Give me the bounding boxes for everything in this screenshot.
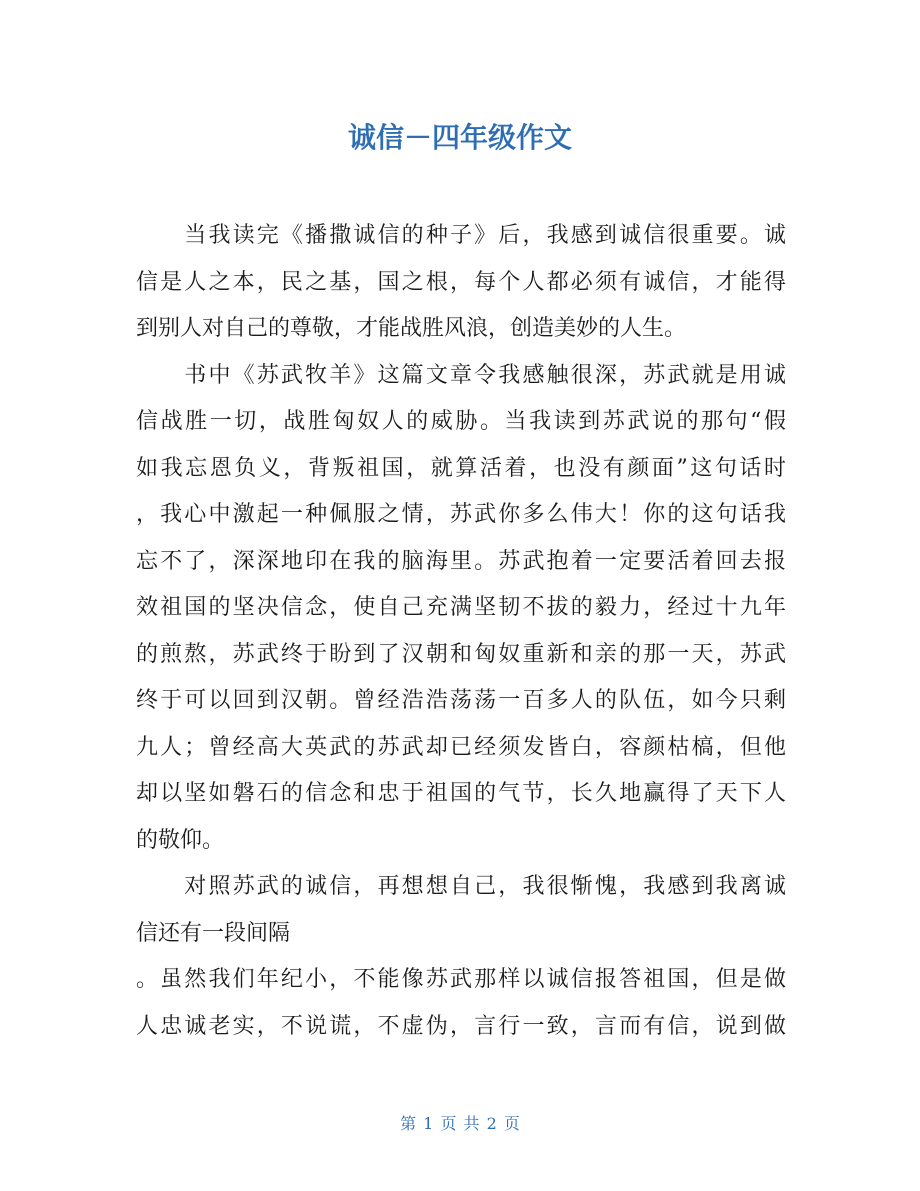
document-body xyxy=(136,213,786,1050)
text-line: 。虽然我们年纪小，不能像苏武那样以诚信报答祖国，但是做 xyxy=(136,967,786,992)
text-line: 终于可以回到汉朝。曾经浩浩荡荡一百多人的队伍，如今只剩 xyxy=(136,688,786,713)
text-line: 的敬仰。 xyxy=(136,827,225,853)
text-line: 如我忘恩负义，背叛祖国，就算活着，也没有颜面”这句话时 xyxy=(136,455,786,481)
document-title: 诚信－四年级作文 xyxy=(347,121,572,154)
text-line: 忘不了，深深地印在我的脑海里。苏武抱着一定要活着回去报 xyxy=(136,548,786,574)
text-line: 信战胜一切，战胜匈奴人的威胁。当我读到苏武说的那句“假 xyxy=(136,409,786,434)
page-number-footer: 第 1 页 共 2 页 xyxy=(400,1114,520,1133)
text-line: 信是人之本，民之基，国之根，每个人都必须有诚信，才能得 xyxy=(136,269,786,295)
text-line: 当我读完《播撒诚信的种子》后，我感到诚信很重要。诚 xyxy=(136,223,786,248)
text-line: 却以坚如磐石的信念和忠于祖国的气节，长久地赢得了天下人 xyxy=(136,781,786,806)
text-line: 到别人对自己的尊敬，才能战胜风浪，创造美妙的人生。 xyxy=(136,316,687,341)
text-line: 的煎熬，苏武终于盼到了汉朝和匈奴重新和亲的那一天，苏武 xyxy=(136,641,786,667)
text-line: 书中《苏武牧羊》这篇文章令我感触很深，苏武就是用诚 xyxy=(136,362,786,388)
text-line: 效祖国的坚决信念，使自己充满坚韧不拔的毅力，经过十九年 xyxy=(136,595,786,620)
text-line: 人忠诚老实，不说谎，不虚伪，言行一致，言而有信，说到做 xyxy=(136,1013,786,1039)
text-line: 对照苏武的诚信，再想想自己，我很惭愧，我感到我离诚 xyxy=(136,874,786,899)
text-line: ，我心中激起一种佩服之情，苏武你多么伟大！你的这句话我 xyxy=(136,502,786,527)
text-line: 九人；曾经高大英武的苏武却已经须发皆白，容颜枯槁，但他 xyxy=(136,734,786,760)
text-line: 信还有一段间隔 xyxy=(136,920,291,946)
